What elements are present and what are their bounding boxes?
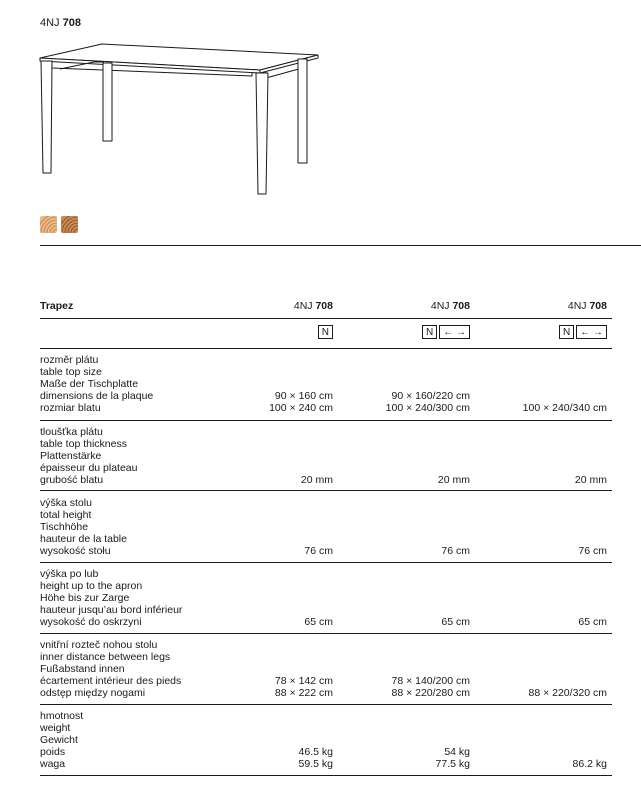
- column-header-1: [294, 300, 333, 312]
- section-divider: [40, 245, 641, 246]
- column-prefix: 4NJ: [293, 300, 313, 312]
- cell-value: 78 × 142 cm 88 × 222 cm: [274, 675, 333, 699]
- row-label-leg-distance: vnitřní rozteč nohou stolu inner distance between legs Fußabstand innen écartement intérieur des pieds odstęp między nogami: [40, 639, 182, 699]
- column-code: 708: [589, 300, 607, 312]
- wood-swatch-dark: [61, 216, 78, 233]
- cell-value: 46.5 kg 59.5 kg: [298, 746, 333, 770]
- row-rule: [40, 775, 612, 776]
- column-badges-1: [318, 325, 333, 339]
- row-label-total-height: výška stolu total height Tischhöhe hauteur de la table wysokość stołu: [40, 497, 127, 557]
- cell-value: 76 cm: [441, 545, 470, 557]
- column-header-2: [431, 300, 470, 312]
- badge-n: N: [318, 325, 333, 339]
- badge-n: N: [559, 325, 574, 339]
- row-rule: [40, 490, 612, 491]
- cell-value: 90 × 160/220 cm 100 × 240/300 cm: [385, 390, 470, 414]
- column-prefix: 4NJ: [430, 300, 450, 312]
- row-label-apron-height: výška po lub height up to the apron Höhe bis zur Zarge hauteur jusqu’au bord inférieur wysokość do oskrzyni: [40, 568, 183, 628]
- cell-value: 90 × 160 cm 100 × 240 cm: [269, 390, 333, 414]
- badge-n: N: [422, 325, 437, 339]
- cell-value: 65 cm: [578, 616, 607, 628]
- cell-value: 76 cm: [578, 545, 607, 557]
- spec-table-title: Trapez: [40, 300, 74, 312]
- cell-value: 20 mm: [437, 474, 470, 486]
- cell-value: 78 × 140/200 cm 88 × 220/280 cm: [391, 675, 470, 699]
- cell-value: 86.2 kg: [572, 758, 607, 770]
- row-rule: [40, 348, 612, 349]
- column-badges-3: [559, 325, 607, 339]
- row-rule: [40, 562, 612, 563]
- cell-value: 88 × 220/320 cm: [528, 687, 607, 699]
- extendable-arrows-icon: ← →: [576, 325, 607, 339]
- product-code: 708: [62, 17, 81, 29]
- cell-value: 100 × 240/340 cm: [522, 402, 607, 414]
- row-rule: [40, 633, 612, 634]
- column-badges-2: [422, 325, 470, 339]
- column-header-3: [568, 300, 607, 312]
- table-illustration: [30, 38, 330, 203]
- row-rule: [40, 420, 612, 421]
- cell-value: 20 mm: [574, 474, 607, 486]
- row-label-table-top-size: rozměr plátu table top size Maße der Tischplatte dimensions de la plaque rozmiar blatu: [40, 354, 154, 414]
- cell-value: 54 kg 77.5 kg: [435, 746, 470, 770]
- column-code: 708: [452, 300, 470, 312]
- product-prefix: 4NJ: [40, 17, 60, 29]
- column-code: 708: [315, 300, 333, 312]
- header-rule: [40, 318, 612, 319]
- row-label-weight: hmotnost weight Gewicht poids waga: [40, 710, 84, 770]
- row-rule: [40, 704, 612, 705]
- cell-value: 76 cm: [304, 545, 333, 557]
- extendable-arrows-icon: ← →: [439, 325, 470, 339]
- wood-swatch-light: [40, 216, 57, 233]
- cell-value: 65 cm: [441, 616, 470, 628]
- row-label-table-top-thickness: tloušťka plátu table top thickness Plattenstärke épaisseur du plateau grubość blatu: [40, 426, 138, 486]
- product-title: [40, 17, 81, 29]
- cell-value: 65 cm: [304, 616, 333, 628]
- cell-value: 20 mm: [300, 474, 333, 486]
- column-prefix: 4NJ: [567, 300, 587, 312]
